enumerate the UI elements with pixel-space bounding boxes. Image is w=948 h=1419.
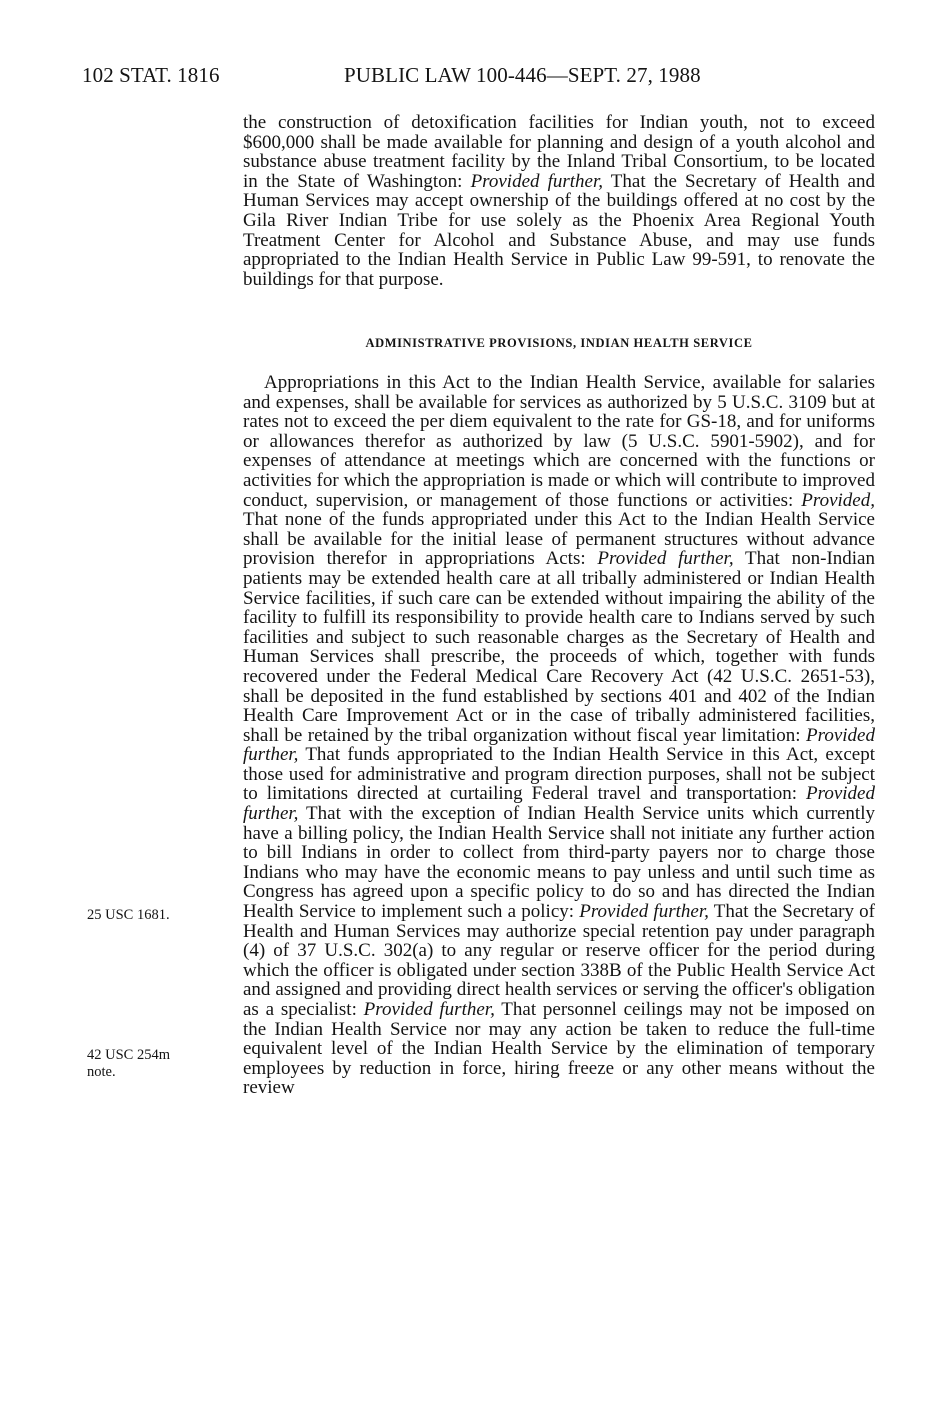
text-run: Appropriations in this Act to the Indian Health Service, available for salaries and expenses, shall be available for services as authorized by 5 U.S.C. 3109 but at rates not to exceed the per diem equivalent to the rate for GS-18, and for uniforms or allowances therefor as authorized by law (5 U.S.C. 5901-5902), and for expenses of attendance at meetings which are concerned with the functions or activities for which the appropriation is made or which will contribute to improved conduct, supervision, or management of those functions or activities:: [243, 372, 875, 511]
text-run: That the Secretary of Health and Human Services may authorize special retention pay under paragraph (4) of 37 U.S.C. 302(a) to any regular or reserve officer for the period during which the officer is obligated under section 338B of the Public Health Service Act and assigned and providing direct health services or serving the officer's obligation as a specialist:: [243, 901, 876, 1020]
text-run: That non-Indian patients may be extended health care at all tribally administered or Indian Health Service facilities, if such care can be extended without impairing the ability of the facility to fulfill its responsibility to provide health care to Indians served by such facilities and subject to such reasonable charges as the Secretary of Health and Human Services shall prescribe, the proceeds of which, together with funds recovered under the Federal Medical Care Recovery Act (42 U.S.C. 2651-53), shall be deposited in the fund established by sections 401 and 402 of the Indian Health Care Improvement Act or in the case of tribally administered facilities, shall be retained by the tribal organization without fiscal year limitation:: [243, 548, 875, 746]
proviso-italic: Provided further,: [243, 724, 875, 766]
text-run: That personnel ceilings may not be imposed on the Indian Health Service nor may any action be taken to reduce the full-time equivalent level of the Indian Health Service by the elimination of temporary employees by reduction in force, hiring freeze or any other means without the review: [243, 999, 875, 1099]
paragraph-detoxification: [243, 113, 875, 289]
margin-note-42-usc-254m: 42 USC 254m note.: [87, 1047, 170, 1080]
proviso-italic: Provided,: [801, 489, 875, 511]
text-run: That none of the funds appropriated under this Act to the Indian Health Service shall be available for the initial lease of permanent structures without advance provision therefor in appropriations Acts:: [243, 509, 875, 570]
running-head: [82, 63, 701, 88]
proviso-italic: Provided further,: [579, 901, 709, 923]
paragraph-text: [243, 373, 875, 1098]
stat-reference: 102 STAT. 1816: [82, 63, 220, 87]
text-run: That with the exception of Indian Health Service units which currently have a billing policy, the Indian Health Service shall not initiate any further action to bill Indians in order to collect from third-party payers nor to charge those Indians who may have the economic means to pay unless and until such time as Congress has agreed upon a specific policy to do so and has directed the Indian Health Service to implement such a policy:: [243, 803, 875, 923]
text-run: the construction of detoxification facilities for Indian youth, not to exceed $600,000 shall be made available for planning and design of a youth alcohol and substance abuse treatment facility by the Inland Tribal Consortium, to be located in the State of Washington:: [243, 112, 875, 192]
paragraph-administrative-provisions: [243, 373, 875, 1098]
text-run: That the Secretary of Health and Human Services may accept ownership of the buildings offered at no cost by the Gila River Indian Tribe for use solely as the Phoenix Area Regional Youth Treatment Center for Alcohol and Substance Abuse, and may use funds appropriated to the Indian Health Service in Public Law 99-591, to renovate the buildings for that purpose.: [243, 170, 875, 290]
law-title: PUBLIC LAW 100-446—SEPT. 27, 1988: [344, 63, 701, 87]
proviso-italic: Provided further,: [243, 783, 875, 825]
margin-note-25-usc-1681: 25 USC 1681.: [87, 907, 170, 923]
section-heading: ADMINISTRATIVE PROVISIONS, INDIAN HEALTH SERVICE: [365, 336, 753, 350]
proviso-italic: Provided further,: [470, 170, 604, 192]
proviso-italic: Provided further,: [363, 999, 495, 1020]
proviso-italic: Provided further,: [597, 548, 734, 570]
text-run: That funds appropriated to the Indian Health Service in this Act, except those used for administrative and program direction purposes, shall not be subject to limitations directed at curtailing Federal travel and transportation:: [243, 744, 875, 805]
paragraph-text: [243, 113, 875, 289]
